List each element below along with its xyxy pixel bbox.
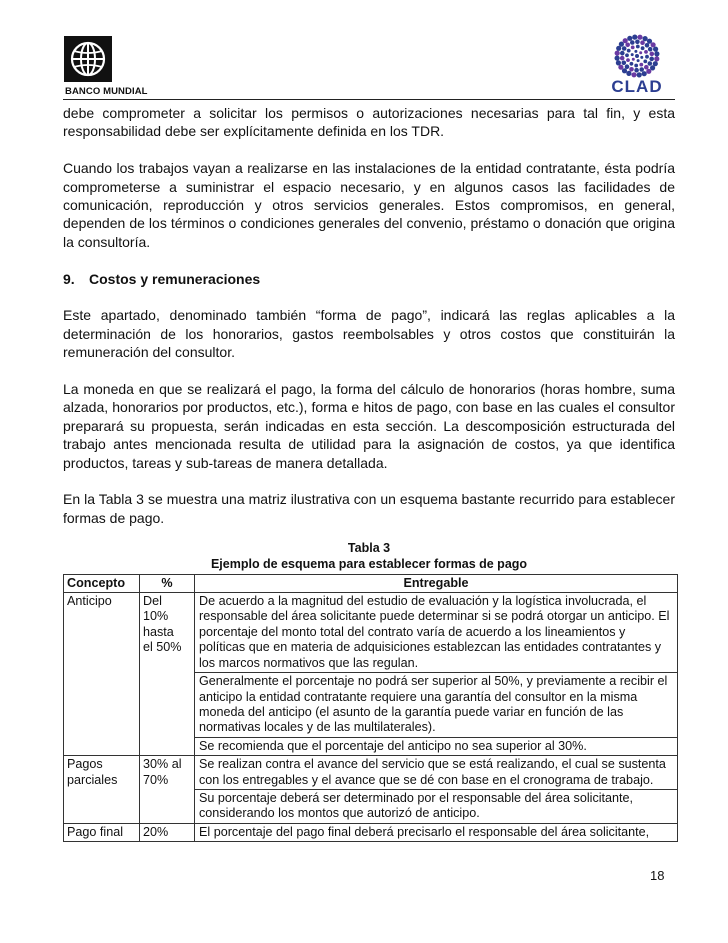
clad-dot [625, 64, 630, 69]
cell-entregable [195, 823, 678, 841]
header-rule [63, 99, 675, 100]
org-name-left: BANCO MUNDIAL [65, 86, 148, 97]
col-header-entregable: Entregable [195, 574, 678, 592]
clad-dot [630, 62, 634, 66]
clad-dot [630, 40, 635, 45]
clad-dot [648, 47, 653, 52]
page-number: 18 [650, 868, 665, 883]
clad-dot [650, 52, 655, 57]
clad-dot [643, 36, 648, 41]
clad-dot [625, 53, 629, 57]
entregable-text: De acuerdo a la magnitud del estudio de evaluación y la logística involucrada, el responsable del área solicitante puede determinar si se podrá otorgar un anticipo. El porcentaje del monto total del contrato varía de acuerdo a los lineamientos y políticas que en materia de adquisiciones establezcan las entidades contratantes y los marcos normativos que las regulan. [195, 593, 677, 673]
table-caption-number: Tabla 3 [347, 540, 391, 555]
section-number: 9. [63, 270, 75, 287]
paragraph: En la Tabla 3 se muestra una matriz ilustrativa con un esquema bastante recurrido para establecer formas de pago. [63, 491, 675, 526]
clad-dot [640, 40, 645, 45]
col-header-pct: % [140, 574, 195, 592]
clad-dot [627, 36, 632, 41]
table-caption-title: Ejemplo de esquema para establecer formas de pago [210, 556, 528, 571]
clad-dot [634, 50, 637, 53]
cell-pct: 20% [140, 823, 195, 841]
clad-dot [634, 68, 639, 73]
paragraph: Cuando los trabajos vayan a realizarse en las instalaciones de la entidad contratante, ésta podría comprometerse a suministrar el espacio necesario, y en algunos casos las facilidades de comunicación, reproducción y otros servicios generales. Estos compromisos, en general, dependen de los términos o condiciones generales del convenio, préstamo o donación que origina la consultoría. [63, 160, 675, 250]
clad-dot [649, 57, 654, 62]
clad-dot [615, 56, 620, 61]
table-row [64, 756, 678, 824]
clad-dot [644, 65, 649, 70]
cell-pct: 30% al 70% [140, 756, 195, 824]
table-row [64, 823, 678, 841]
clad-dot [636, 45, 640, 49]
clad-dot [654, 56, 659, 61]
clad-dot [653, 47, 658, 52]
clad-dot [641, 46, 645, 50]
clad-dot [632, 58, 635, 61]
paragraph: debe comprometer a solicitar los permisos o autorizaciones necesarias para tal fin, y esta responsabilidad debe ser explícitamente definida en los TDR. [63, 105, 675, 140]
clad-dot [640, 56, 643, 59]
clad-dot [620, 56, 625, 61]
clad-dot [632, 35, 637, 40]
clad-dot [626, 71, 631, 76]
section-title: Costos y remuneraciones [89, 270, 261, 287]
clad-dot [642, 71, 647, 76]
cell-entregable [195, 593, 678, 756]
cell-pct: Del 10% hasta el 50% [140, 593, 195, 756]
clad-dot [644, 50, 648, 54]
entregable-text: El porcentaje del pago final deberá precisarlo el responsable del área solicitante, [199, 824, 650, 839]
cell-entregable [195, 756, 678, 824]
clad-dot [634, 64, 638, 68]
clad-dot [616, 60, 621, 65]
clad-dot [625, 43, 630, 48]
clad-dot [639, 51, 642, 54]
clad-dot [635, 40, 640, 45]
clad-dot [639, 63, 643, 67]
clad-dot [622, 61, 627, 66]
clad-dot [637, 59, 640, 62]
clad-logo-text: CLAD [611, 77, 663, 96]
clad-dot [643, 60, 647, 64]
paragraph: Este apartado, denominado también “forma de pago”, indicará las reglas aplicables a la determinación de los honorarios, gastos reembolsables y otros costos que constituirán la remuneración del consultor. [63, 307, 675, 361]
paragraph: La moneda en que se realizará el pago, la forma del cálculo de honorarios (horas hombre, suma alzada, honorarios por productos, etc.), forma e hitos de pago, con base en las cuales el consultor preparará su propuesta, serán indicadas en esta sección. La descomposición estructurada del trabajo antes mencionada resulta de utilidad para la asignación de costos, ya que identifica productos, tareas y sub-tareas de manera detallada. [63, 381, 675, 471]
clad-dot [635, 54, 639, 58]
payment-table [63, 574, 678, 843]
clad-dot [645, 43, 650, 48]
clad-logo [601, 34, 673, 98]
clad-dot [623, 38, 628, 43]
cell-concepto: Pago final [64, 823, 140, 841]
globe-icon [64, 36, 112, 82]
clad-dot [637, 35, 642, 40]
clad-dot [620, 51, 625, 56]
col-header-concepto: Concepto [64, 574, 140, 592]
cell-concepto: Anticipo [64, 593, 140, 756]
table-caption [63, 540, 675, 572]
document-body [63, 104, 675, 842]
clad-dot [646, 69, 651, 74]
clad-dot [645, 55, 649, 59]
table-header-row [64, 574, 678, 592]
entregable-text: Se recomienda que el porcentaje del anticipo no sea superior al 30%. [199, 738, 587, 753]
cell-concepto: Pagos parciales [64, 756, 140, 824]
page-header [63, 34, 675, 98]
clad-dot [648, 61, 653, 66]
clad-dot [631, 53, 634, 56]
clad-dot [626, 58, 630, 62]
clad-dot [622, 46, 627, 51]
clad-dot [654, 51, 659, 56]
entregable-text: Su porcentaje deberá ser determinado por el responsable del área solicitante, considerando los montos que autorizó de anticipo. [199, 790, 634, 821]
clad-dot [631, 46, 635, 50]
table-row [64, 593, 678, 756]
clad-dot [629, 67, 634, 72]
section-heading [63, 270, 675, 288]
entregable-text: Generalmente el porcentaje no podrá ser superior al 50%, y previamente a recibir el anticipo la entidad contratante requiere una garantía del consultor en la misma moneda del anticipo (el asunto de la garantía puede variar en función de las normativas locales y de las multilaterales). [195, 673, 677, 738]
world-bank-logo [64, 36, 112, 82]
entregable-text: Se realizan contra el avance del servicio que se está realizando, el cual se sustenta con los entregables y el avance que se dé con base en el cronograma de trabajo. [195, 756, 677, 790]
clad-dot [627, 49, 631, 53]
clad-dot [615, 51, 620, 56]
clad-dot [639, 67, 644, 72]
